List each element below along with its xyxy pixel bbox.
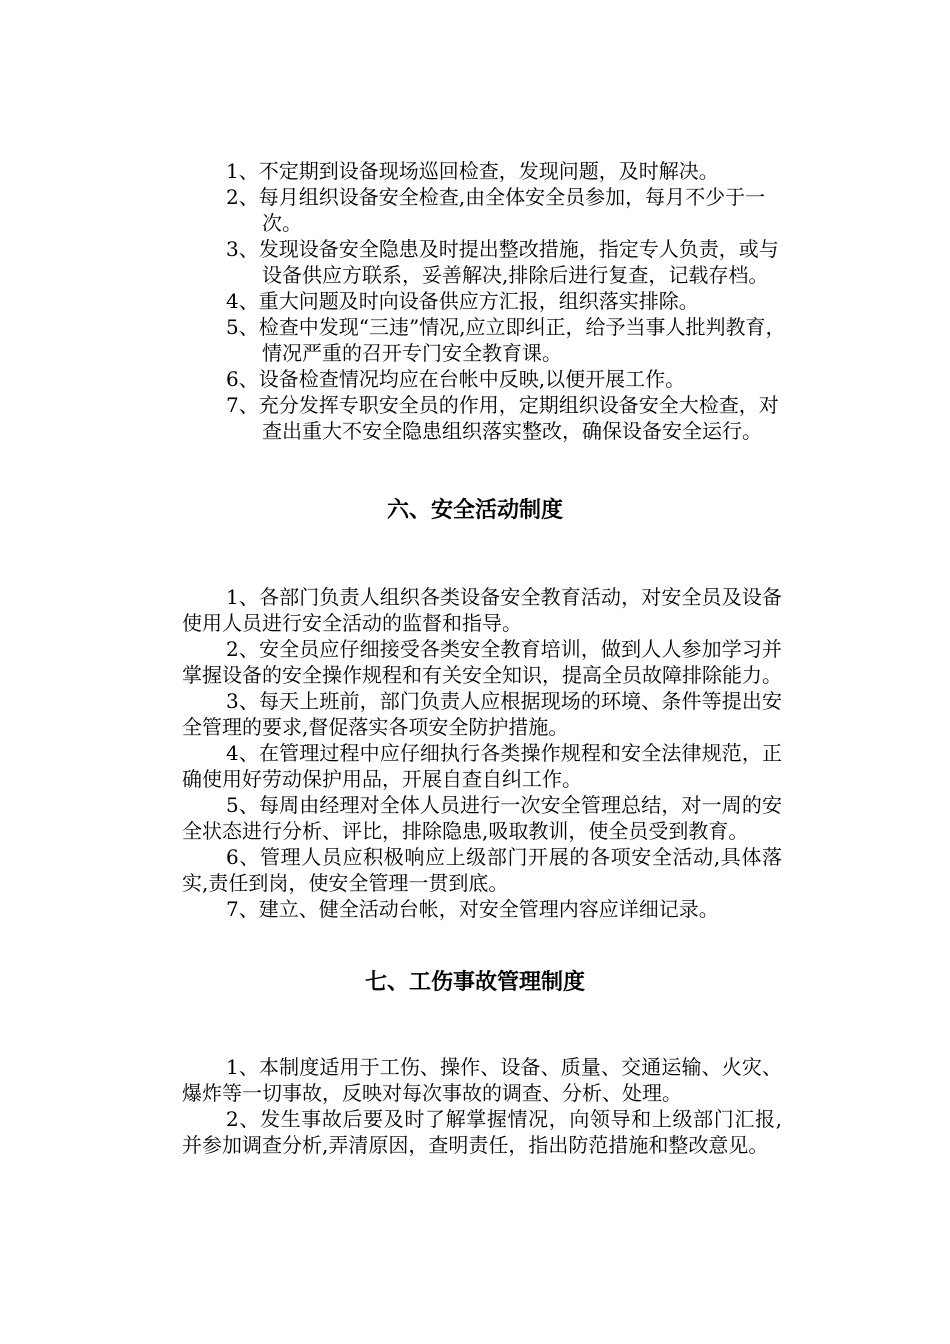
list-item: 3、发现设备安全隐患及时提出整改措施，指定专人负责，或与设备供应方联系，妥善解决,排除后进行复查，记载存档。 [226, 237, 779, 287]
paragraph: 1、各部门负责人组织各类设备安全教育活动，对安全员及设备使用人员进行安全活动的监督和指导。 [182, 585, 782, 635]
paragraph: 3、每天上班前，部门负责人应根据现场的环境、条件等提出安全管理的要求,督促落实各项安全防护措施。 [182, 689, 782, 739]
section-heading-safety-activities: 六、安全活动制度 [386, 497, 563, 523]
list-item: 1、不定期到设备现场巡回检查，发现问题，及时解决。 [226, 159, 719, 183]
paragraph: 7、建立、健全活动台帐，对安全管理内容应详细记录。 [226, 897, 719, 921]
work-injury-section [182, 1054, 782, 1158]
list-item: 7、充分发挥专职安全员的作用，定期组织设备安全大检查，对查出重大不安全隐患组织落实整改，确保设备安全运行。 [226, 393, 779, 443]
safety-activities-section [182, 584, 782, 922]
paragraph: 1、本制度适用于工伤、操作、设备、质量、交通运输、火灾、爆炸等一切事故，反映对每次事故的调查、分析、处理。 [182, 1055, 782, 1105]
equipment-inspection-list [226, 158, 786, 444]
paragraph: 4、在管理过程中应仔细执行各类操作规程和安全法律规范，正确使用好劳动保护用品，开展自查自纠工作。 [182, 741, 782, 791]
list-item: 4、重大问题及时向设备供应方汇报，组织落实排除。 [226, 289, 699, 313]
paragraph: 6、管理人员应积极响应上级部门开展的各项安全活动,具体落实,责任到岗，使安全管理一贯到底。 [182, 845, 782, 895]
list-item: 2、每月组织设备安全检查,由全体安全员参加，每月不少于一次。 [226, 185, 766, 235]
paragraph: 5、每周由经理对全体人员进行一次安全管理总结，对一周的安全状态进行分析、评比，排除隐患,吸取教训，使全员受到教育。 [182, 793, 782, 843]
paragraph: 2、安全员应仔细接受各类安全教育培训，做到人人参加学习并掌握设备的安全操作规程和有关安全知识，提高全员故障排除能力。 [182, 637, 782, 687]
list-item: 6、设备检查情况均应在台帐中反映,以便开展工作。 [226, 367, 686, 391]
paragraph: 2、发生事故后要及时了解掌握情况，向领导和上级部门汇报,并参加调查分析,弄清原因，查明责任，指出防范措施和整改意见。 [182, 1107, 782, 1157]
section-heading-work-injury: 七、工伤事故管理制度 [364, 969, 585, 995]
list-item: 5、检查中发现“三违”情况,应立即纠正，给予当事人批判教育，情况严重的召开专门安全教育课。 [226, 315, 786, 365]
